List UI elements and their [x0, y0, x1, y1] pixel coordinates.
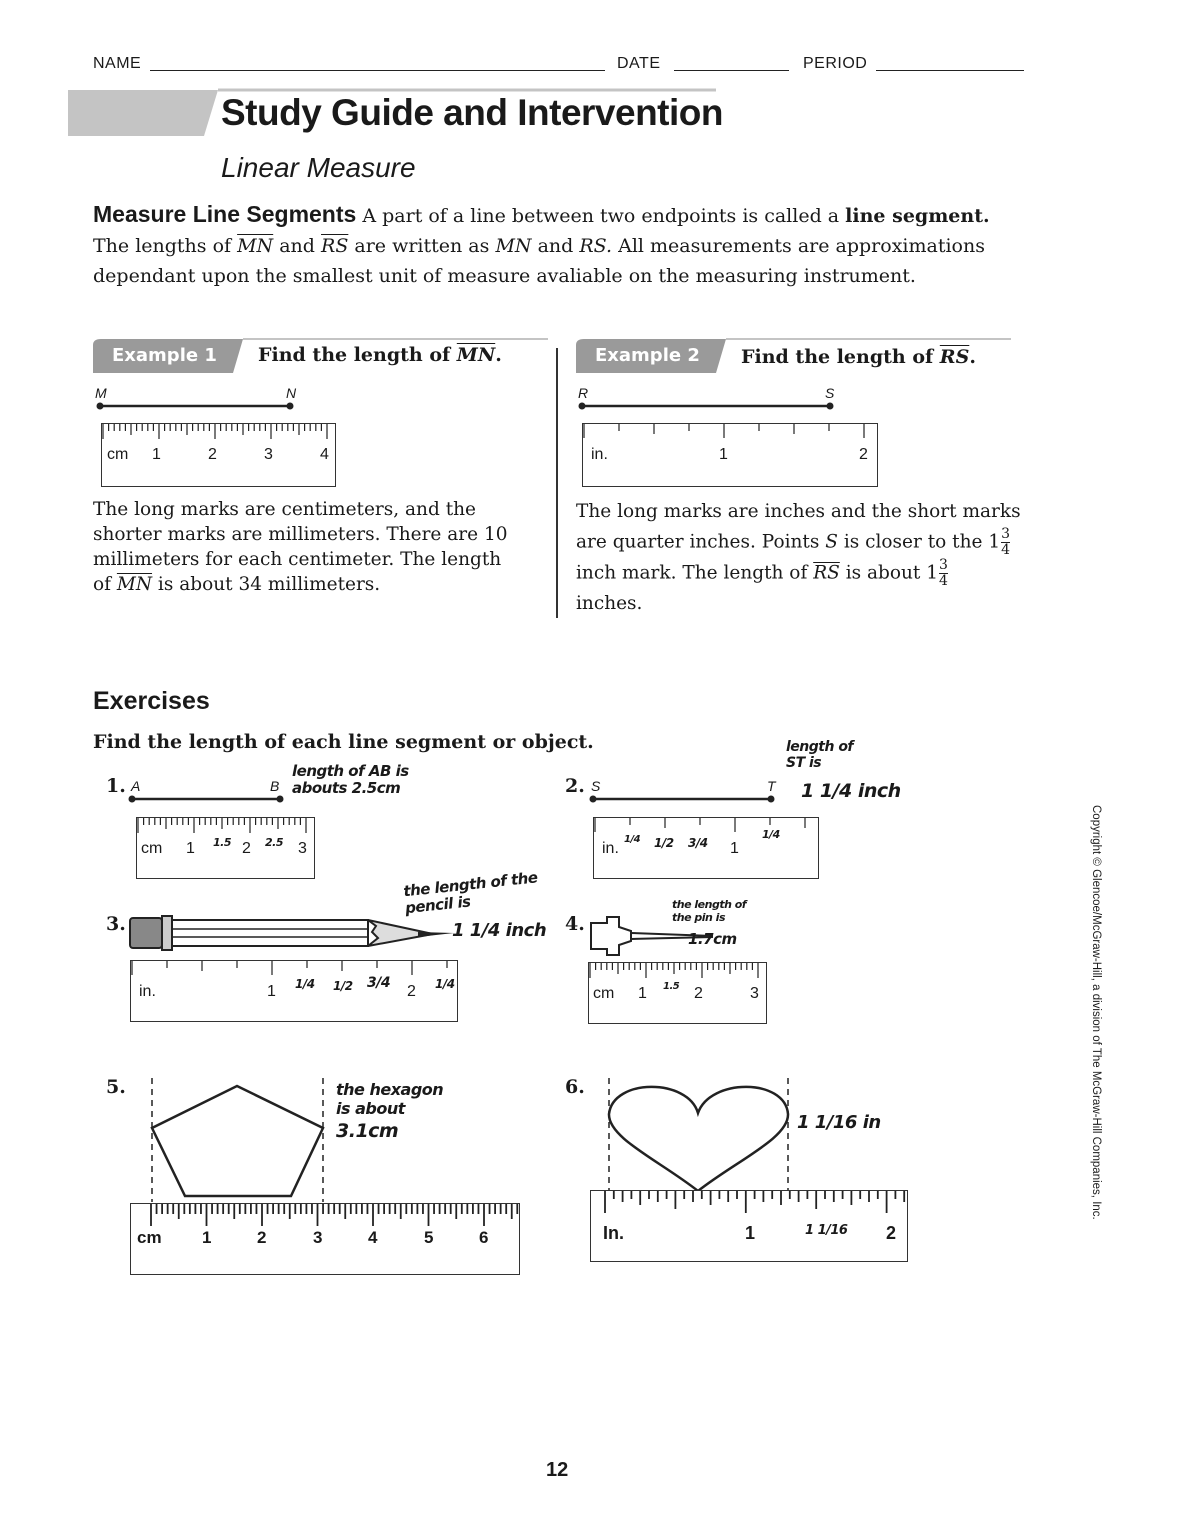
ruler-label: 5: [424, 1228, 434, 1247]
point-b-label: B: [270, 778, 280, 794]
exercise3-inch-ruler: [130, 960, 458, 1022]
handwritten-answer: 1 1/4 inch: [452, 920, 547, 941]
page-subtitle: Linear Measure: [221, 152, 416, 183]
handwritten-mark: 1/4: [435, 977, 455, 991]
point-a-label: A: [131, 778, 141, 794]
point-s-label: S: [825, 385, 835, 401]
ruler-label: 2: [208, 446, 217, 463]
ruler-label: 2: [407, 983, 416, 1000]
handwritten-mark: 2.5: [265, 836, 283, 849]
date-label: DATE: [617, 55, 661, 72]
handwritten-mark: 1.5: [213, 836, 231, 849]
ruler-label: 2: [257, 1228, 267, 1247]
ruler-label: 3: [264, 446, 273, 463]
ruler-label: 4: [320, 446, 329, 463]
example1-label: Example 1: [112, 345, 217, 366]
segment-rs: [578, 400, 838, 412]
point-r-label: R: [578, 385, 589, 401]
handwritten-mark: 1/4: [295, 977, 315, 991]
ruler-label: 3: [298, 840, 307, 857]
ruler-label: 1: [730, 840, 739, 857]
pentagon-figure: [140, 1076, 336, 1206]
exercise4-cm-ruler: [588, 962, 767, 1024]
handwritten-note: length of ST is: [786, 739, 854, 771]
ruler-label: 1: [186, 840, 195, 857]
ruler-label: 2: [859, 446, 868, 463]
handwritten-mark: 1.5: [663, 981, 680, 992]
ruler-label: 4: [368, 1228, 378, 1247]
exercise2-inch-ruler: [593, 817, 819, 879]
handwritten-note: the length of the pin is: [672, 898, 747, 924]
exercises-heading: Exercises: [93, 687, 210, 715]
handwritten-mark: 1 1/16: [805, 1223, 848, 1238]
ruler-label: 1: [267, 983, 276, 1000]
ruler-unit: in.: [602, 840, 619, 857]
example2-label: Example 2: [595, 345, 700, 366]
ruler-label: 6: [479, 1228, 489, 1247]
exercise-number: 6.: [565, 1076, 585, 1098]
exercise-number: 1.: [106, 775, 126, 797]
ruler-unit: In.: [603, 1223, 624, 1243]
example2-inch-ruler: [582, 423, 878, 487]
exercise-number: 2.: [565, 775, 585, 797]
handwritten-mark: 3/4: [688, 836, 708, 850]
handwritten-mark: 1/2: [333, 979, 353, 993]
handwritten-answer: 3.1cm: [336, 1120, 399, 1142]
point-m-label: M: [95, 385, 107, 401]
ruler-label: 1: [638, 985, 647, 1002]
handwritten-note: length of AB is abouts 2.5cm: [292, 762, 409, 797]
exercise6-inch-ruler: [590, 1190, 908, 1262]
exercise5-cm-ruler: [130, 1203, 520, 1275]
segment-ab: [128, 793, 288, 805]
column-divider: [556, 348, 558, 618]
handwritten-answer: 1.7cm: [688, 930, 737, 948]
fraction: $\frac{3}{4}$: [939, 557, 948, 589]
point-t-label: T: [767, 778, 776, 794]
ruler-unit: cm: [141, 840, 163, 857]
point-n-label: N: [286, 385, 297, 401]
page-title: Study Guide and Intervention: [221, 92, 723, 133]
ruler-unit: cm: [593, 985, 615, 1002]
heart-figure: [600, 1076, 796, 1194]
exercise-number: 5.: [106, 1076, 126, 1098]
ruler-label: 2: [242, 840, 251, 857]
ruler-label: 1: [719, 446, 728, 463]
handwritten-mark: 3/4: [367, 975, 391, 991]
segment-mn: [96, 400, 296, 412]
handwritten-mark: 1/2: [654, 836, 674, 850]
page-number: 12: [546, 1459, 569, 1481]
example2-prompt: Find the length of $\overline{RS}$.: [741, 346, 976, 368]
ruler-unit: in.: [139, 983, 156, 1000]
handwritten-mark: 1/4: [762, 828, 780, 841]
exercise-number: 3.: [106, 913, 126, 935]
name-field[interactable]: [150, 70, 605, 71]
period-label: PERIOD: [803, 55, 868, 72]
fraction: $\frac{3}{4}$: [1001, 526, 1011, 558]
ruler-label: 3: [750, 985, 759, 1002]
ruler-label: 2: [694, 985, 703, 1002]
date-field[interactable]: [674, 70, 789, 71]
example1-cm-ruler: [101, 423, 336, 487]
example2-explanation: The long marks are inches and the short marks are quarter inches. Points S is closer to the 1 $\frac{3}{4}$ inch mark. The length of $\overline{RS}$ is about 1 $\frac{3}{4}$ inches.: [576, 501, 1021, 614]
segment-st: [589, 793, 779, 805]
copyright-notice: Copyright © Glencoe/McGraw-Hill, a division of The McGraw-Hill Companies, Inc.: [1090, 805, 1102, 1220]
ruler-label: 2: [886, 1223, 897, 1243]
handwritten-answer: 1 1/4 inch: [801, 780, 901, 802]
name-label: NAME: [93, 55, 142, 72]
ruler-label: 1: [152, 446, 161, 463]
point-s-label: S: [591, 778, 601, 794]
ruler-label: 3: [313, 1228, 323, 1247]
handwritten-note: the hexagon is about: [336, 1080, 444, 1118]
ruler-label: 1: [202, 1228, 212, 1247]
exercise1-cm-ruler: [136, 817, 315, 879]
period-field[interactable]: [876, 70, 1024, 71]
exercises-instruction: Find the length of each line segment or object.: [93, 731, 594, 753]
ruler-unit: cm: [107, 446, 129, 463]
intro-paragraph: Measure Line Segments A part of a line between two endpoints is called a line segment. The lengths of $\overline{MN}$ and $\overline{RS}$ are written as MN and RS. All measurements are approximations dependant upon the smallest unit of measure avaliable on the measuring instrument.: [93, 201, 990, 287]
handwritten-note: the length of the pencil is: [402, 868, 539, 918]
ruler-unit: cm: [137, 1228, 162, 1247]
ruler-unit: in.: [591, 446, 608, 463]
example1-explanation: The long marks are centimeters, and the shorter marks are millimeters. There are 10 millimeters for each centimeter. The length of $\overline{MN}$ is about 34 millimeters.: [93, 499, 508, 595]
example1-prompt: Find the length of $\overline{MN}$.: [258, 344, 502, 366]
section-heading: Measure Line Segments: [93, 201, 357, 227]
pencil-image: [128, 912, 458, 956]
handwritten-answer: 1 1/16 in: [797, 1112, 881, 1133]
handwritten-mark: 1/4: [624, 834, 641, 845]
exercise-number: 4.: [565, 913, 585, 935]
ruler-label: 1: [745, 1223, 756, 1243]
